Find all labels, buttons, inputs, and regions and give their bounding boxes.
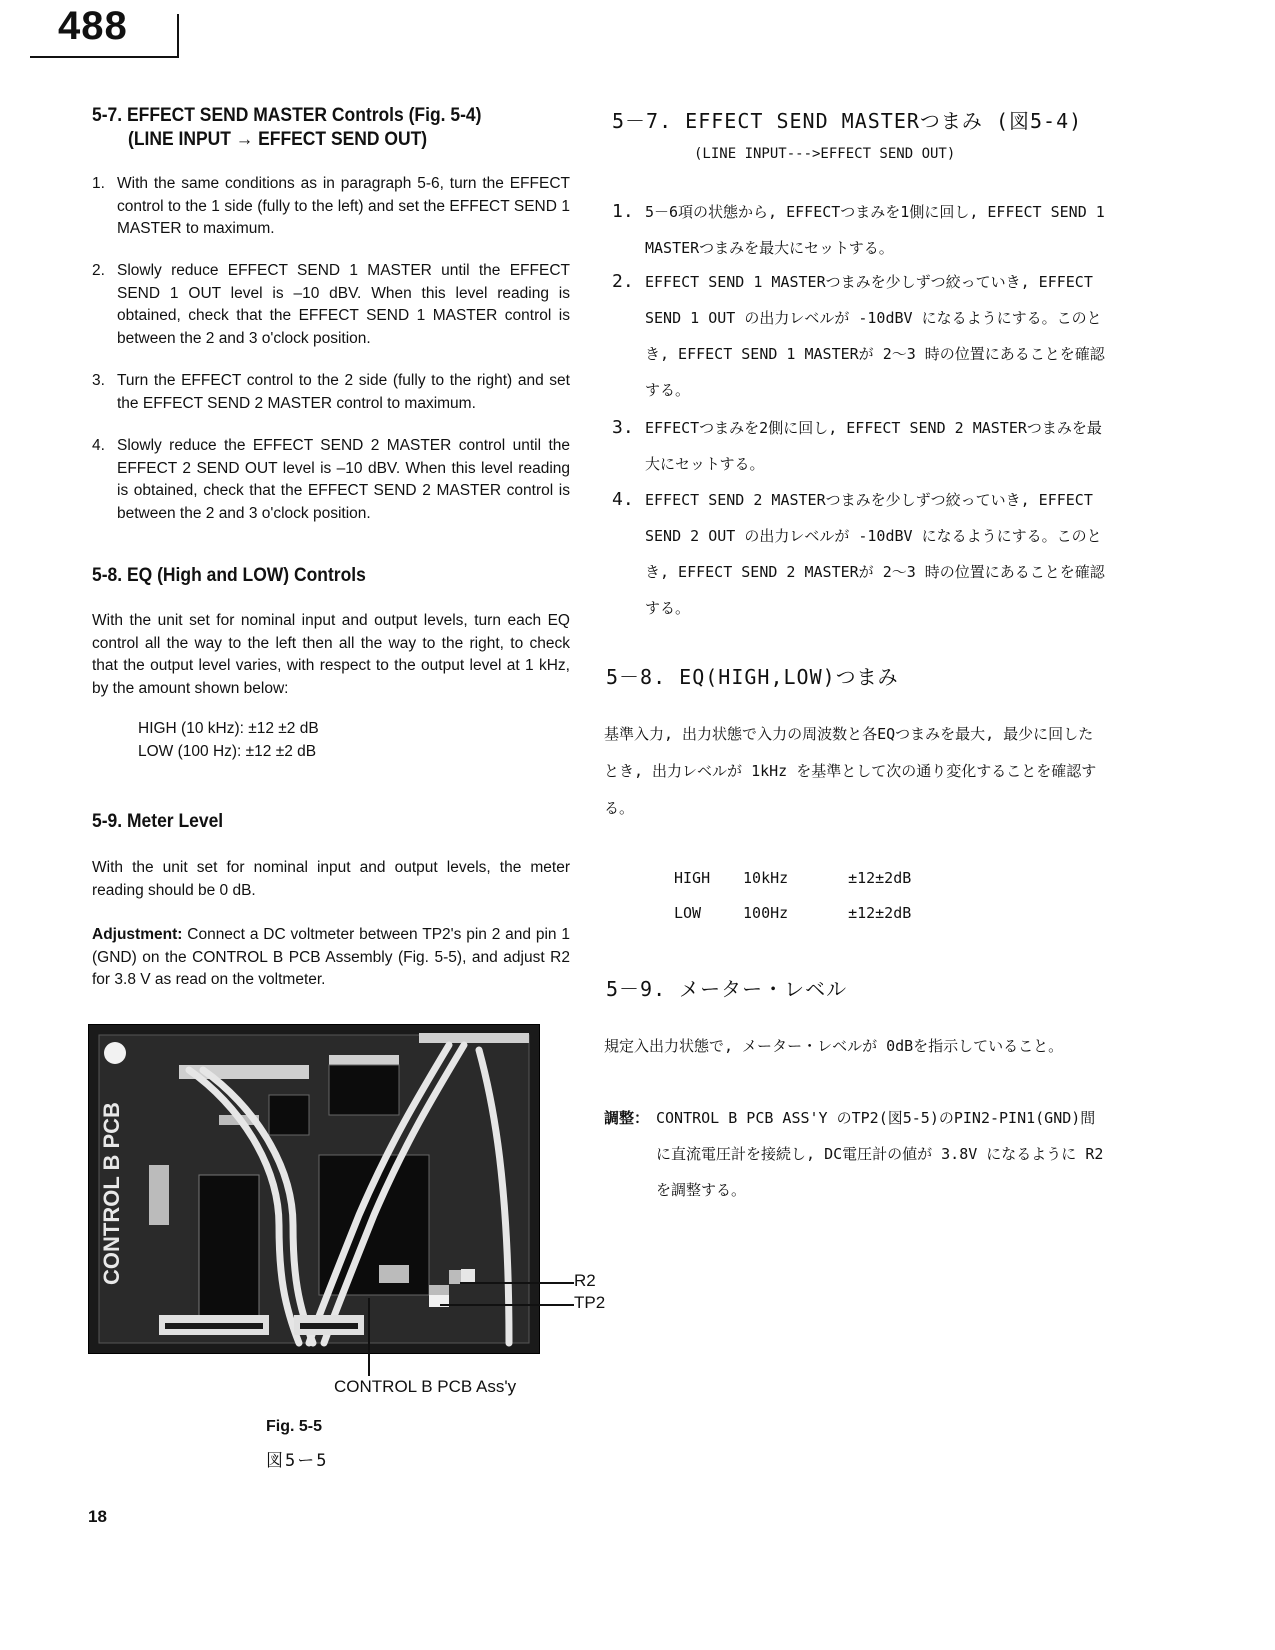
list-item [92,260,570,350]
section-5-9-title-jp: 5－9. メーター・レベル [606,977,848,1001]
figure-caption-jp: 図5ー5 [266,1451,329,1471]
adjustment-paragraph-en [92,924,570,992]
section-5-9-body-en: With the unit set for nominal input and output levels, the meter reading should be 0 dB. [92,859,570,899]
board-leader-line [368,1298,370,1376]
adjustment-label-jp: 調整： [604,1109,650,1127]
section-5-8-title-en: 5-8. EQ (High and LOW) Controls [92,565,366,586]
item-number: 3. [92,372,105,389]
model-number: 488 [58,4,128,48]
spec-band: LOW [674,904,702,922]
item-text: EFFECT SEND 1 MASTERつまみを少しずつ絞っていき, EFFECT SEND 1 OUT の出力レベルが -10dBV になるようにする。このとき, EFFECT SEND 1 MASTERが 2〜3 時の位置にあることを確認する。 [645,273,1105,399]
item-number: 2. [612,271,634,292]
tp2-leader-line [440,1304,574,1306]
item-number: 4. [612,489,634,510]
section-5-9-body-jp: 規定入出力状態で, メーター・レベルが 0dBを指示していること。 [604,1037,1064,1055]
section-5-8-body-en: With the unit set for nominal input and output levels, turn each EQ control all the way to the left then all the way to the right, to check that the output level varies, with respect to the output level at 1 kHz, by the amount shown below: [92,612,570,697]
item-number: 3. [612,417,634,438]
r2-leader-line [460,1282,574,1284]
spec-row-high-jp [674,869,911,887]
spec-freq: 100Hz [743,904,789,922]
spec-low-en: LOW (100 Hz): ±12 ±2 dB [138,743,317,760]
list-item [612,264,1112,408]
board-label: CONTROL B PCB Ass'y [334,1377,517,1396]
spec-value: ±12±2dB [848,904,912,922]
item-text: EFFECT SEND 2 MASTERつまみを少しずつ絞っていき, EFFECT SEND 2 OUT の出力レベルが -10dBV になるようにする。このとき, EFFECT SEND 2 MASTERが 2〜3 時の位置にあることを確認する。 [645,491,1105,617]
list-item [92,435,570,525]
section-5-7-subtitle-en: (LINE INPUT → EFFECT SEND OUT) [128,129,428,150]
tp2-label: TP2 [574,1293,606,1312]
section-5-7-subtitle-jp: (LINE INPUT--->EFFECT SEND OUT) [694,146,956,162]
item-text: Turn the EFFECT control to the 2 side (fully to the right) and set the EFFECT SEND 2 MASTER control to maximum. [117,372,570,412]
list-item [612,410,1112,482]
section-5-9-title-en: 5-9. Meter Level [92,811,224,832]
list-item [612,482,1112,626]
item-text: With the same conditions as in paragraph 5-6, turn the EFFECT control to the 1 side (fully to the left) and set the EFFECT SEND 1 MASTER to maximum. [117,175,570,237]
spec-high-en: HIGH (10 kHz): ±12 ±2 dB [138,720,319,737]
section-5-8-title-jp: 5－8. EQ(HIGH,LOW)つまみ [606,665,899,689]
item-number: 1. [612,201,634,222]
item-number: 2. [92,262,105,279]
r2-label: R2 [574,1271,596,1290]
list-item [92,173,570,241]
adjustment-text-jp: CONTROL B PCB ASS'Y のTP2(図5-5)のPIN2-PIN1(GND)間に直流電圧計を接続し, DC電圧計の値が 3.8V になるように R2 を調整する。 [656,1109,1104,1199]
list-item [612,194,1112,266]
section-5-8-body-jp: 基準入力, 出力状態で入力の周波数と各EQつまみを最大, 最少に回したとき, 出力レベルが 1kHz を基準として次の通り変化することを確認する。 [604,725,1097,817]
spec-row-low-jp [674,904,911,922]
section-5-7-title-jp: 5－7. EFFECT SEND MASTERつまみ (図5-4) [612,109,1083,133]
item-number: 1. [92,175,105,192]
item-text: Slowly reduce EFFECT SEND 1 MASTER until the EFFECT SEND 1 OUT level is –10 dBV. When this level reading is obtained, check that the EFFECT SEND 1 MASTER control is between the 2 and 3 o'clock position. [117,262,570,347]
item-text: 5－6項の状態から, EFFECTつまみを1側に回し, EFFECT SEND 1 MASTERつまみを最大にセットする。 [645,203,1105,257]
section-5-7-title-en: 5-7. EFFECT SEND MASTER Controls (Fig. 5-4) [92,105,482,126]
adjustment-paragraph-jp [604,1100,1104,1208]
spec-freq: 10kHz [743,869,789,887]
page-number: 18 [88,1507,107,1526]
adjustment-text-en: Connect a DC voltmeter between TP2's pin 2 and pin 1 (GND) on the CONTROL B PCB Assembly (Fig. 5-5), and adjust R2 for 3.8 V as read on the voltmeter. [92,926,570,988]
spec-band: HIGH [674,869,711,887]
header-rule-vertical [177,14,179,58]
spec-value: ±12±2dB [848,869,912,887]
adjustment-label-en: Adjustment: [92,926,183,943]
svg-text:CONTROL B PCB: CONTROL B PCB [99,1102,124,1285]
item-text: Slowly reduce the EFFECT SEND 2 MASTER control until the EFFECT 2 SEND OUT level is –10 dBV. When this level reading is obtained, check that the EFFECT SEND 2 MASTER control is between the 2 and 3 o'clock position. [117,437,570,522]
list-item [92,370,570,415]
header-rule [30,56,178,58]
figure-caption-en: Fig. 5-5 [266,1418,323,1435]
item-text: EFFECTつまみを2側に回し, EFFECT SEND 2 MASTERつまみを最大にセットする。 [645,419,1102,473]
item-number: 4. [92,437,105,454]
